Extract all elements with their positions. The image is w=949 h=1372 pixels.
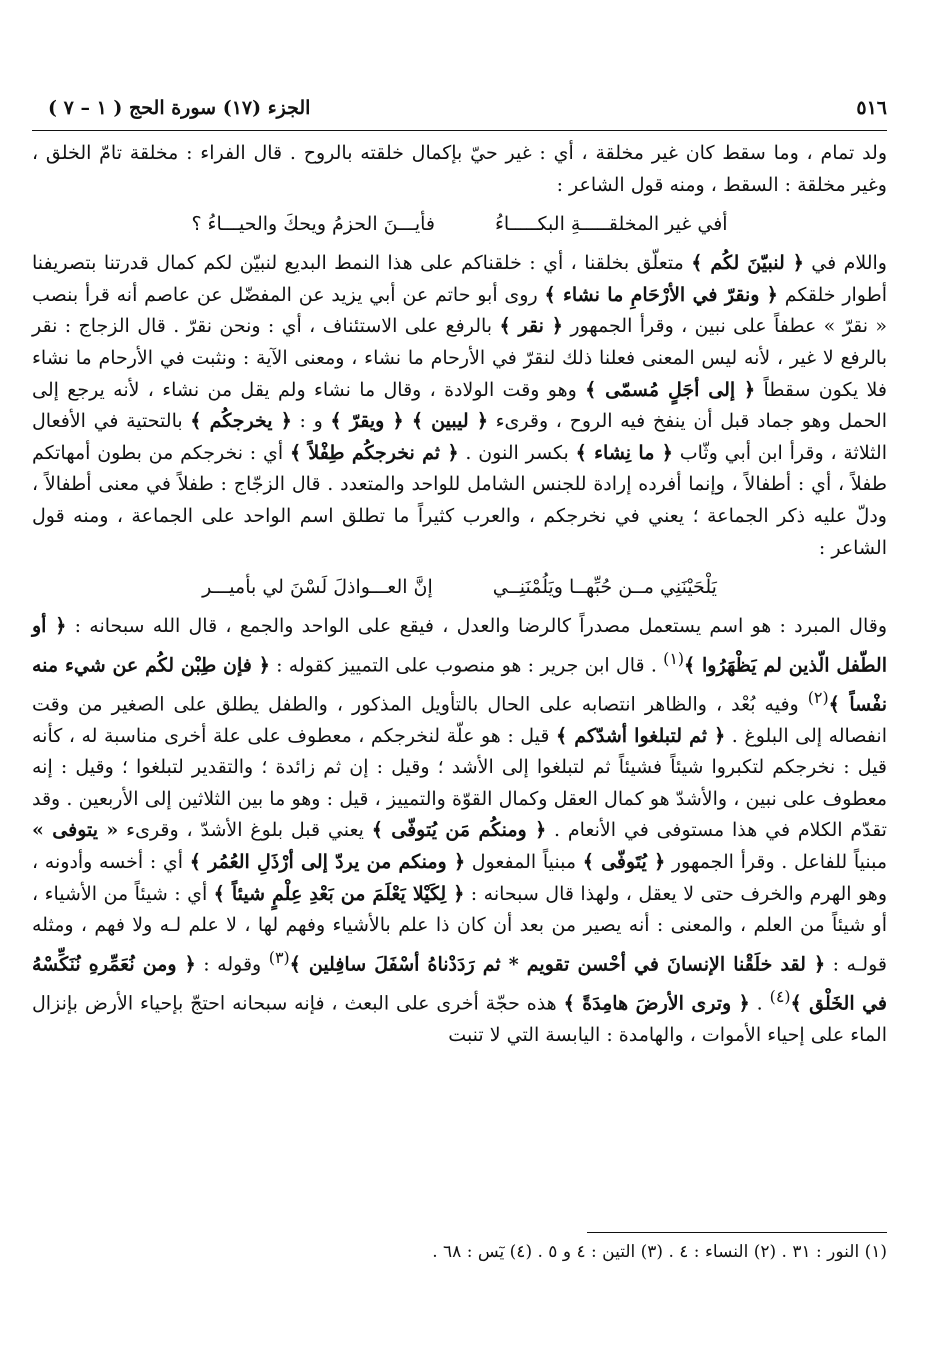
- text-run: أي : نخرجكم من بطون أمهاتكم طفلاً ، أي : أطفالاً ، وإنما أفرده إرادة للجنس الشامل للواحد والمتعدد . قال الزجّاج : طفلاً في معنى أطفالاً ، ودلّ عليه ذكر الجماعة ؛ يعني في نخرجكم ، والعرب كثيراً ما تطلق اسم الواحد على الجماعة ، ومنه قول الشاعر :: [32, 441, 887, 559]
- paragraph-3: [32, 611, 887, 1051]
- text-run: وهو وقت الولادة ، وقال ما نشاء ولم يقل من نشاء ، لأنه يرجع إلى الحمل وهو جماد قبل أن ينفخ فيه الروح ، وقرىء: [32, 378, 888, 433]
- text-run: و :: [299, 410, 323, 433]
- page-number: ٥١٦: [856, 97, 887, 119]
- text-run: أي : أخسه وأدونه ، وهو الهرم والخرف حتى لا يعقل ، ولهذا قال سبحانه :: [32, 850, 887, 905]
- quran-quote: ﴿ أو الطّفل الّذين لم يَظْهَرُوا ﴾: [32, 615, 887, 677]
- text-run: بالتحتية في الأفعال الثلاثة ، وقرأ ابن أبي وثّاب: [32, 410, 887, 464]
- paragraph-1: ولد تمام ، وما سقط كان غير مخلقة ، أي : غير حيّ بإكمال خلقته بالروح . قال الفراء : مخلقة تامّ الخلق ، وغير مخلقة : السقط ، ومنه قول الشاعر :: [32, 142, 888, 196]
- quran-quote: ﴿ ثم نخرجكُم طِفْلاً ﴾: [289, 441, 459, 464]
- text-run: هذه حجّة أخرى على البعث ، فإنه سبحانه احتجّ بإحياء الأرض بإنزال الماء على إحياء الأموات ، والهامدة : اليابسة التي لا تنبت: [32, 991, 887, 1046]
- quran-quote: « يتوفى »: [32, 819, 119, 842]
- text-run: وقوله :: [203, 953, 262, 976]
- running-header: [48, 92, 887, 124]
- quran-quote: ﴿ ثم لتبلغوا أشدّكم ﴾: [555, 724, 726, 747]
- verse-hemistich-second: إنَّ العـــواذلَ لَسْنَ لي بأميـــر: [202, 575, 433, 598]
- header-divider: [32, 130, 887, 131]
- footnote-list: (١) النور : ٣١ . (٢) النساء : ٤ . (٣) التين : ٤ و ٥ . (٤) يٓس : ٦٨ .: [432, 1242, 887, 1262]
- quran-quote: ﴿ وترى الأرضَ هامِدَةً ﴾: [563, 991, 750, 1014]
- footnote-ref: (١): [663, 648, 685, 668]
- text-run: يعني قبل بلوغ الأشدّ ، وقرىء: [126, 819, 364, 842]
- quran-quote: ﴿ لقد خلَقْنا الإنسانَ في أحْسن تقويم * ثم رَدَدْناهُ أسْفَلَ سافِلين ﴾: [289, 953, 826, 976]
- quran-quote: ﴿ ما نِشاء ﴾: [575, 441, 673, 464]
- footnotes: [32, 1238, 887, 1266]
- main-text: [32, 138, 887, 1051]
- quran-quote: ﴿ ومنكم من يردّ إلى أرْذَلِ العُمُر ﴾: [189, 850, 466, 873]
- quran-quote: ﴿ إلى أجَلٍ مُسمّى ﴾: [585, 378, 756, 401]
- quran-quote: ﴿ ونقرّ في الأرْحَامِ ما نشاء ﴾: [544, 283, 778, 306]
- text-run: بكسر النون .: [465, 441, 569, 464]
- text-run: وقال المبرد : هو اسم يستعمل مصدراً كالرضا والعدل ، فيقع على الواحد والجمع ، قال الله سبحانه :: [74, 615, 887, 638]
- text-run: .: [756, 991, 763, 1014]
- quran-quote: ﴿ لِكَيْلا يَعْلَمَ من بَعْدِ عِلْمٍ شيئاً ﴾: [213, 882, 465, 905]
- text-run: روى أبو حاتم عن أبي يزيد عن المفضّل عن عاصم أنه قرأ بنصب « نقرّ » عطفاً على نبين ، وقرأ الجمهور: [32, 283, 887, 338]
- quran-quote: ﴿ يخرجكُم ﴾: [190, 410, 292, 433]
- running-title: الجزء (١٧) سورة الحج ( ١ – ٧ ): [48, 97, 311, 119]
- quran-quote: ﴿ ليبين ﴾ ﴿ ويقرّ ﴾: [330, 410, 488, 433]
- quran-quote: ﴿ فإن طِبْن لكُم عن شيء منه نفْساً ﴾: [32, 654, 887, 715]
- text-run: مبنياً للفاعل . وقرأ الجمهور: [671, 850, 888, 873]
- text-run: أي : شيئاً من الأشياء ، أو شيئاً من العلم ، والمعنى : أنه يصير من بعد أن كان ذا علم بالأشياء وفهم لها ، لا علم لـه ولا فهم ، ومثله قولـه :: [32, 882, 887, 976]
- quran-quote: ﴿ يُتَوفّى ﴾: [582, 850, 666, 873]
- footnote-ref: (٣): [268, 947, 290, 967]
- quran-quote: ﴿ ومنكُم مَن يُتوفّى ﴾: [371, 819, 547, 842]
- text-run: قيل : هو علّة لنخرجكم ، معطوف على علة أخرى مناسبة له ، كأنه قيل : نخرجكم لتكبروا شيئاً فشيئاً ثم لتبلغوا إلى الأشد ؛ وقيل : إن ثم زائدة ؛ والتقدير لتبلغوا ؛ وقيل : إنه معطوف على نبين ، والأشدّ هو كمال العقل وكمال القوّة والتمييز ، قيل : وهو ما بين الثلاثين إلى الأربعين . وقد تقدّم الكلام في هذا مستوفى في الأنعام .: [32, 724, 887, 842]
- text-run: مبنياً المفعول: [471, 850, 577, 873]
- text-run: واللام في: [811, 252, 887, 275]
- paragraph-2: [32, 248, 887, 564]
- text-run: بالرفع على الاستئناف ، أي : ونحن نقرّ . قال الزجاج : نقر بالرفع لا غير ، لأنه ليس المعنى فعلنا ذلك لنقرّ في الأرحام ما نشاء ، ومعنى الآية : ونثبت في الأرحام ما نشاء فلا يكون سقطاً: [32, 315, 887, 401]
- verse-hemistich-second: فأيـــنَ الحزمُ ويحكَ والحيـــاءُ ؟: [191, 212, 435, 235]
- footnote-ref: (٤): [769, 986, 791, 1006]
- quran-quote: ﴿ نقر ﴾: [499, 315, 563, 338]
- text-run: متعلّق بخلقنا ، أي : خلقناكم على هذا النمط البديع لنبيّن لكم كمال قدرتنا بتصريفنا أطوار خلقكم: [32, 252, 887, 306]
- footnote-ref: (٢): [807, 687, 829, 707]
- quran-quote: ﴿ لنبيّنَ لكُم ﴾: [691, 252, 804, 275]
- footnote-divider: [587, 1232, 887, 1233]
- text-run: . قال ابن جرير : هو منصوب على التمييز كقوله :: [276, 654, 657, 677]
- text-run: وفيه بُعْد ، والظاهر انتصابه على الحال بالتأويل المذكور ، والطفل يطلق على الصغير من وقت انفصاله إلى البلوغ .: [32, 692, 887, 747]
- verse-hemistich-first: يَلْحَيْنَنِي مــن حُبِّهــا ويَلُمْنَنِــي: [492, 575, 717, 598]
- quran-quote: ﴿ ومن نُعَمِّرهِ نُنَكِّسْهُ في الخَلْق ﴾: [32, 953, 887, 1014]
- verse-hemistich-first: أفي غير المخلقـــــةِ البكـــــاءُ: [495, 212, 728, 235]
- poetry-verse-1: [32, 201, 887, 248]
- poetry-verse-2: [32, 564, 887, 611]
